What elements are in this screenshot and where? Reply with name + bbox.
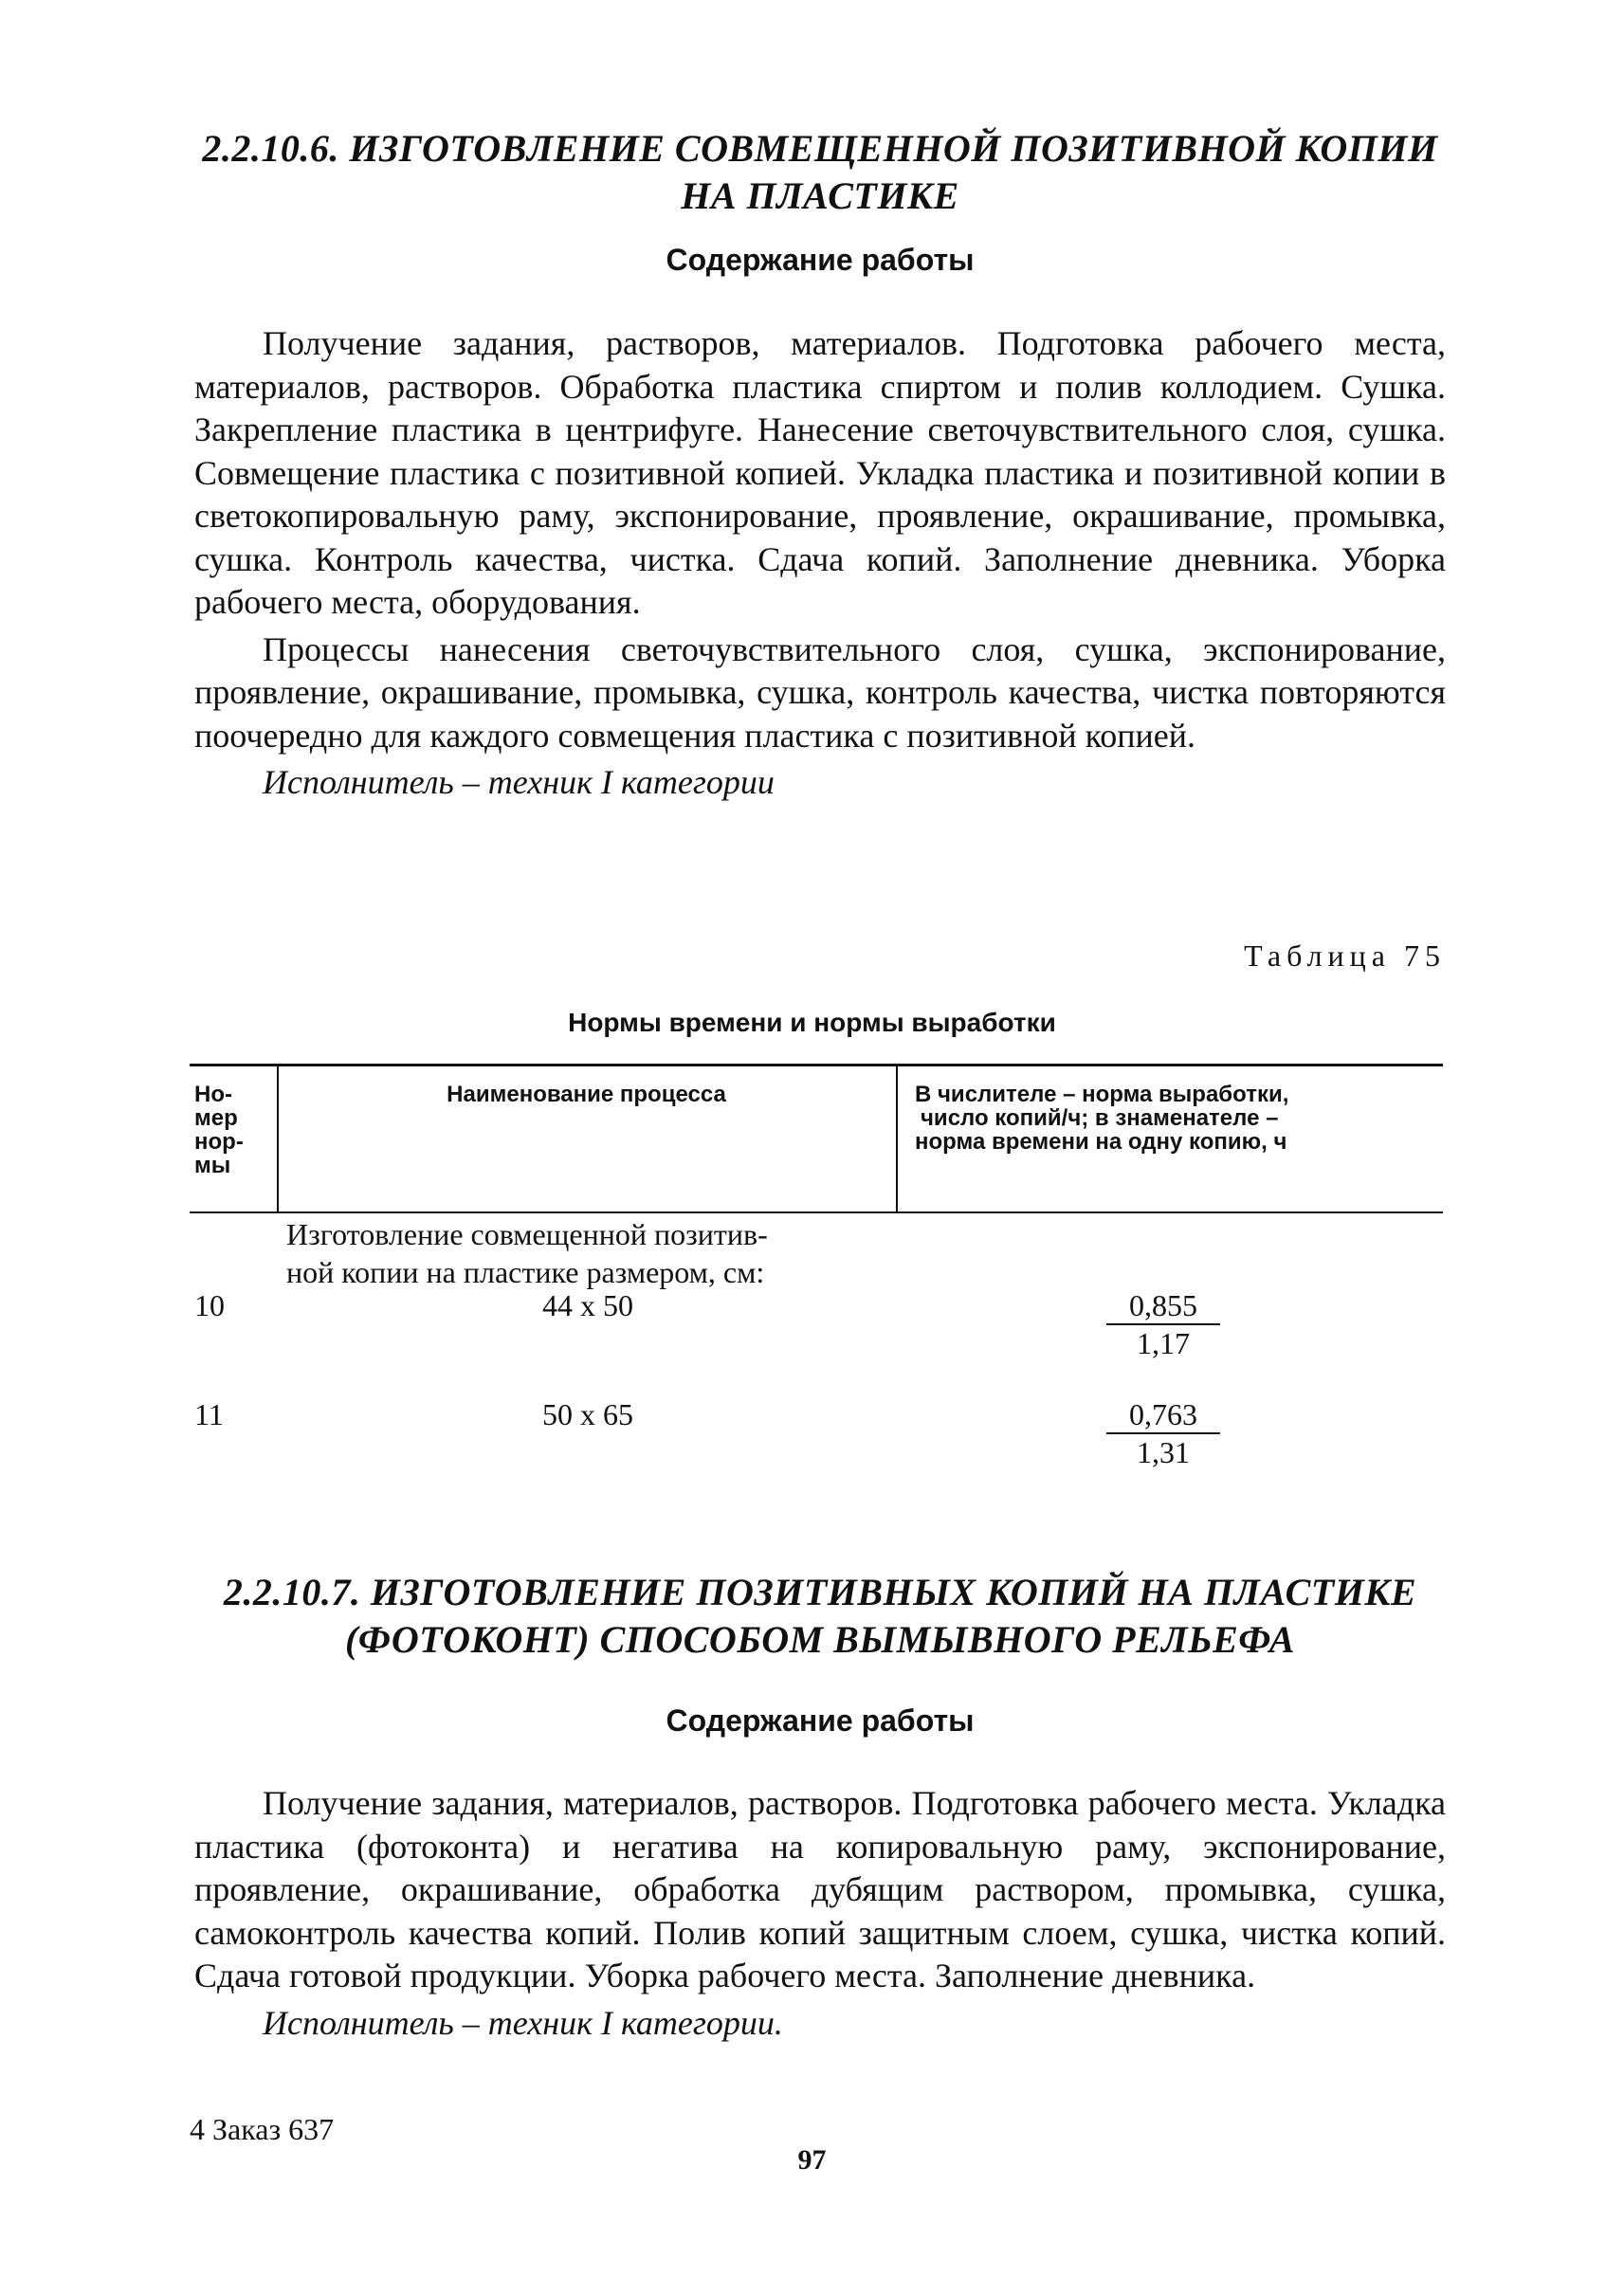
section2-subtitle: Содержание работы (666, 1703, 975, 1738)
section1-title-line1: 2.2.10.6. ИЗГОТОВЛЕНИЕ СОВМЕЩЕННОЙ ПОЗИТИВНОЙ КОПИИ (202, 127, 1438, 170)
section2-paragraph1: Получение задания, материалов, растворов. Подготовка рабочего места. Укладка пластика (фотоконта) и негатива на копировальную раму, экспонирование, проявление, окрашивание, обработка дубящим раствором, промывка, сушка, самоконтроль качества копий. Полив копий защитным слоем, сушка, чистка копий. Сдача готовой продукции. Уборка рабочего места. Заполнение дневника. (194, 1784, 1446, 1994)
row-11-denominator: 1,31 (1106, 1432, 1220, 1470)
page-number: 97 (797, 2144, 827, 2176)
section1-subtitle: Содержание работы (666, 243, 975, 277)
header-norm-line3: норма времени на одну копию, ч (915, 1129, 1287, 1155)
table-row-11-size: 50 x 65 (542, 1397, 633, 1431)
section2-body (194, 1782, 1446, 2045)
header-number-line1: Но- (194, 1082, 232, 1107)
row-10-numerator: 0,855 (1129, 1288, 1197, 1322)
header-process: Наименование процесса (447, 1082, 726, 1107)
table-top-rule (190, 1064, 1443, 1066)
header-number (194, 1083, 270, 1177)
table-row-11-number: 11 (194, 1397, 224, 1431)
header-number-line3: нор- (194, 1129, 244, 1155)
table-title: Нормы времени и нормы выработки (568, 1008, 1056, 1037)
section2-title-line1: 2.2.10.7. ИЗГОТОВЛЕНИЕ ПОЗИТИВНЫХ КОПИЙ НА ПЛАСТИКЕ (223, 1571, 1417, 1613)
header-norm (915, 1083, 1446, 1154)
section2-executor: Исполнитель – техник I категории. (263, 2003, 783, 2042)
table-col-divider-2 (896, 1064, 898, 1213)
section1-paragraph1: Получение задания, растворов, материалов. Подготовка рабочего места, материалов, растворов. Обработка пластика спиртом и полив коллодием. Сушка. Закрепление пластика в центрифуге. Нанесение светочувствительного слоя, сушка. Совмещение пластика с позитивной копией. Укладка пластика и позитивной копии в светокопировальную раму, экспонирование, проявление, окрашивание, промывка, сушка. Контроль качества, чистка. Сдача копий. Заполнение дневника. Уборка рабочего места, оборудования. (194, 324, 1446, 621)
table-group-label (286, 1215, 893, 1291)
header-number-line4: мы (194, 1153, 231, 1178)
header-norm-line2: число копий/ч; в знаменателе – (921, 1105, 1279, 1131)
table-row-10-number: 10 (194, 1288, 225, 1322)
section2-title (194, 1569, 1446, 1664)
row-11-numerator: 0,763 (1129, 1397, 1197, 1431)
table-row-10-size: 44 x 50 (542, 1288, 633, 1322)
section1-body (194, 322, 1446, 804)
section1-paragraph2: Процессы нанесения светочувствительного слоя, сушка, экспонирование, проявление, окрашивание, промывка, сушка, контроль качества, чистка повторяются поочередно для каждого совмещения пластика с позитивной копией. (194, 629, 1446, 755)
group-label-line1: Изготовление совмещенной позитив- (286, 1217, 768, 1251)
table-row-11-norm (1106, 1396, 1220, 1470)
group-label-line2: ной копии на пластике размером, см: (286, 1255, 765, 1289)
header-number-line2: мер (194, 1105, 238, 1131)
section1-title-line2: НА ПЛАСТИКЕ (681, 174, 959, 217)
table-row-10-norm (1106, 1287, 1220, 1361)
table-label: Таблица 75 (1244, 938, 1446, 973)
header-norm-line1: В числителе – норма выработки, (915, 1082, 1289, 1107)
table-header-rule (190, 1211, 1443, 1213)
section1-title (194, 125, 1446, 220)
row-10-denominator: 1,17 (1106, 1323, 1220, 1361)
table-col-divider-1 (277, 1064, 279, 1213)
footer-order: 4 Заказ 637 (190, 2112, 335, 2146)
section2-title-line2: (ФОТОКОНТ) СПОСОБОМ ВЫМЫВНОГО РЕЛЬЕФА (345, 1618, 1295, 1661)
section1-executor: Исполнитель – техник I категории (263, 763, 775, 801)
